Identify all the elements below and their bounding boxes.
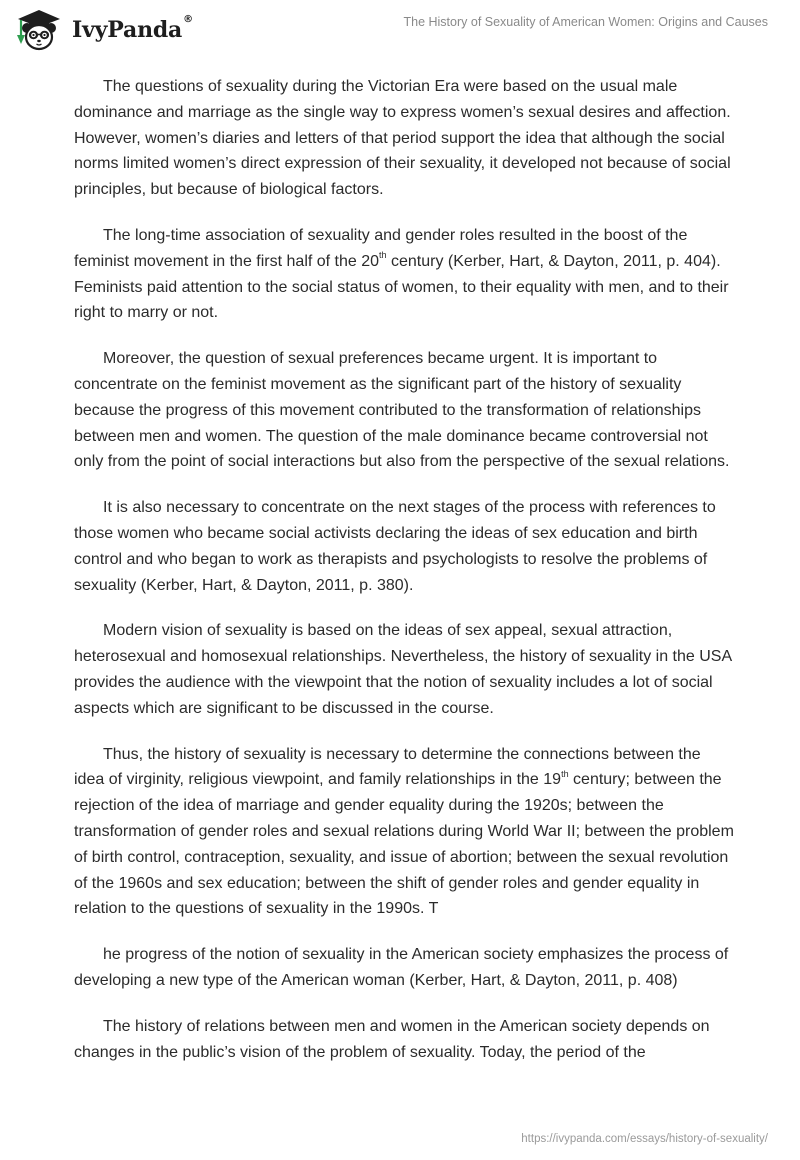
paragraph: It is also necessary to concentrate on the next stages of the process with references to those women who became social activists declaring the ideas of sex education and birth control and who began to work as therapists and psychologists to resolve the problems of sexuality (Kerber, Hart, & Dayton, 2011, p. 380). xyxy=(74,499,716,594)
paragraph-text: century (Kerber, Hart, & Dayton, 2011, p. 404). Feminists paid attention to the social status of women, to their equality with men, and to their right to marry or not. xyxy=(74,252,729,322)
paragraph: he progress of the notion of sexuality in the American society emphasizes the process of developing a new type of the American woman (Kerber, Hart, & Dayton, 2011, p. 408) xyxy=(74,946,729,989)
paragraph: Moreover, the question of sexual preferences became urgent. It is important to concentrate on the feminist movement as the significant part of the history of sexuality because the progress of this movement contributed to the transformation of relationships between men and women. The question of the male dominance became controversial not only from the point of social interactions but also from the perspective of the sexual relations. xyxy=(74,350,730,471)
paragraph xyxy=(74,742,734,923)
registered-mark: ® xyxy=(183,14,193,25)
ordinal-suffix: th xyxy=(379,250,387,261)
source-url[interactable]: https://ivypanda.com/essays/history-of-sexuality/ xyxy=(521,1133,768,1145)
page-header xyxy=(0,0,800,60)
brand-logo[interactable] xyxy=(12,6,193,52)
paragraph: Modern vision of sexuality is based on the ideas of sex appeal, sexual attraction, heterosexual and homosexual relationships. Nevertheless, the history of sexuality in the USA provides the audience with the viewpoint that the notion of sexuality includes a lot of social aspects which are significant to be discussed in the course. xyxy=(74,622,732,717)
ordinal-suffix: th xyxy=(561,769,569,779)
paragraph-text: century; between the rejection of the idea of marriage and gender equality during the 1920s; between the transformation of gender roles and sexual relations during World War II; between the problem of birth control, contraception, sexuality, and issue of abortion; between the sexual revolution of the 1960s and sex education; between the shift of gender roles and gender equality in relation to the questions of sexuality in the 1990s. T xyxy=(74,771,734,918)
paragraph: The questions of sexuality during the Victorian Era were based on the usual male dominance and marriage as the single way to express women’s sexual desires and affection. However, women’s diaries and letters of that period support the idea that although the social norms limited women’s direct expression of their sexuality, it developed not because of social principles, but because of biological factors. xyxy=(74,78,731,199)
paragraph xyxy=(74,223,734,326)
paragraph: The history of relations between men and women in the American society depends on changes in the public’s vision of the problem of sexuality. Today, the period of the xyxy=(74,1017,710,1061)
paragraph-text: Thus, the history of sexuality is necessary to determine the connections between the idea of virginity, religious viewpoint, and family relationships in the 19 xyxy=(74,745,701,789)
brand-name: IvyPanda® xyxy=(72,14,193,43)
panda-graduate-icon xyxy=(12,6,66,52)
paragraph-text: The long-time association of sexuality and gender roles resulted in the boost of the feminist movement in the first half of the 20 xyxy=(74,226,688,270)
document-title: The History of Sexuality of American Women: Origins and Causes xyxy=(403,15,768,29)
essay-body xyxy=(74,74,734,1085)
